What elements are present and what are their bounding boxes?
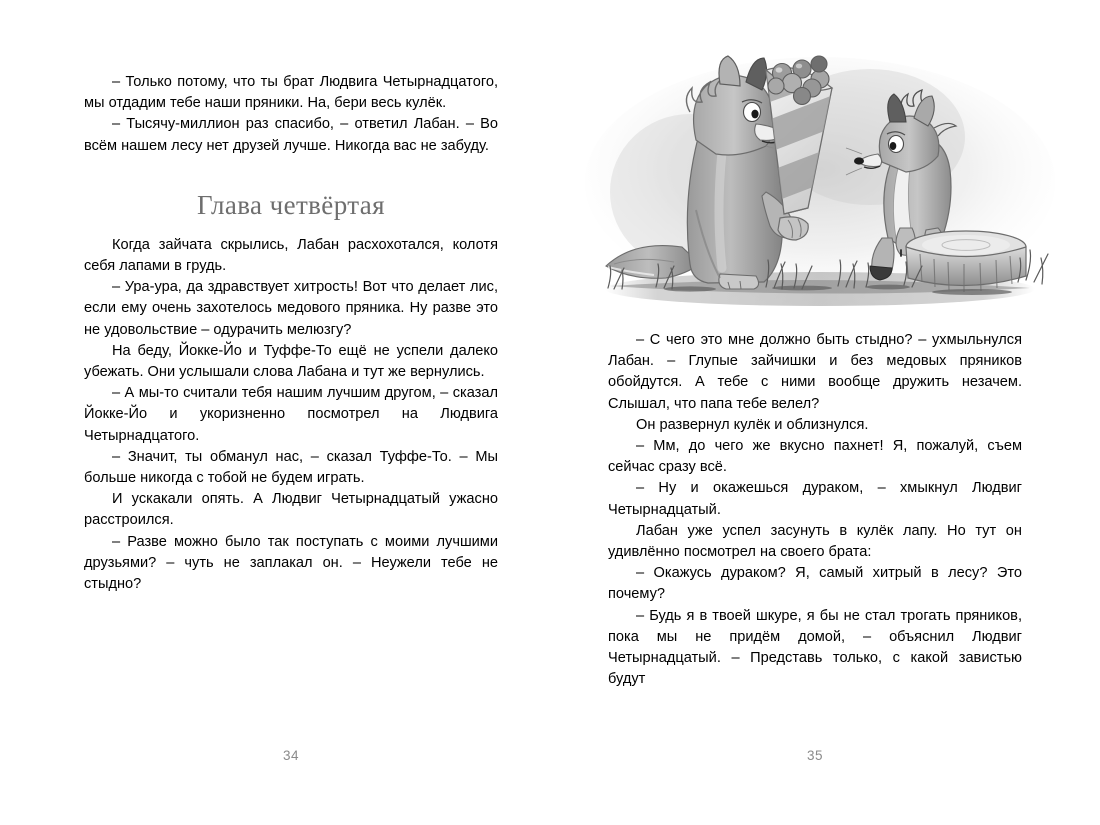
paragraph: Когда зайчата скрылись, Лабан расхохотался, колотя себя лапами в грудь. — [84, 236, 498, 275]
right-page — [550, 0, 1100, 825]
two-foxes-with-paper-cone-illustration — [570, 42, 1070, 314]
paragraph: – Будь я в твоей шкуре, я бы не стал трогать пряников, пока мы не придём домой, – объяснил Людвиг Четырнадцатый. – Представь только, с какой завистью будут — [608, 607, 1022, 688]
left-page-text-column — [84, 72, 498, 595]
paragraph: И ускакали опять. А Людвиг Четырнадцатый ужасно расстроился. — [84, 491, 498, 529]
paragraph: – Ну и окажешься дураком, – хмыкнул Людвиг Четырнадцатый. — [608, 480, 1022, 518]
paragraph: – Ура-ура, да здравствует хитрость! Вот что делает лис, если ему очень захотелось медового пряника. Ну разве это не удовольствие – одурачить мелюзгу? — [84, 279, 498, 338]
paragraph: – Разве можно было так поступать с моими лучшими друзьями? – чуть не заплакал он. – Неужели тебе не стыдно? — [84, 533, 498, 593]
right-page-text-column — [608, 330, 1022, 690]
paragraph: – Мм, до чего же вкусно пахнет! Я, пожалуй, съем сейчас сразу всё. — [608, 438, 1022, 476]
chapter-title: Глава четвёртая — [197, 189, 385, 220]
page-number-right: 35 — [806, 748, 824, 763]
paragraph: – А мы-то считали тебя нашим лучшим другом, – сказал Йокке-Йо и укоризненно посмотрел на Людвига Четырнадцатого. — [84, 385, 498, 444]
paragraph: – С чего это мне должно быть стыдно? – ухмыльнулся Лабан. – Глупые зайчишки и без медовых пряников обойдутся. А тебе с ними вообще дружить незачем. Слышал, что папа тебе велел? — [608, 332, 1022, 412]
paragraph: – Окажусь дураком? Я, самый хитрый в лесу? Это почему? — [608, 565, 1022, 603]
paragraph: Он развернул кулёк и облизнулся. — [636, 416, 869, 433]
paragraph: – Тысячу-миллион раз спасибо, – ответил Лабан. – Во всём нашем лесу нет друзей лучше. Никогда вас не забуду. — [84, 116, 498, 154]
paragraph: – Только потому, что ты брат Людвига Четырнадцатого, мы отдадим тебе наши пряники. На, бери весь кулёк. — [84, 74, 498, 112]
paragraph: На беду, Йокке-Йо и Туффе-То ещё не успели далеко убежать. Они услышали слова Лабана и тут же вернулись. — [84, 342, 498, 381]
paragraph: – Значит, ты обманул нас, – сказал Туффе-То. – Мы больше никогда с тобой не будем играть. — [84, 448, 498, 487]
paragraph: Лабан уже успел засунуть в кулёк лапу. Но тут он удивлённо посмотрел на своего брата: — [608, 522, 1022, 561]
page-number-left: 34 — [282, 748, 300, 763]
